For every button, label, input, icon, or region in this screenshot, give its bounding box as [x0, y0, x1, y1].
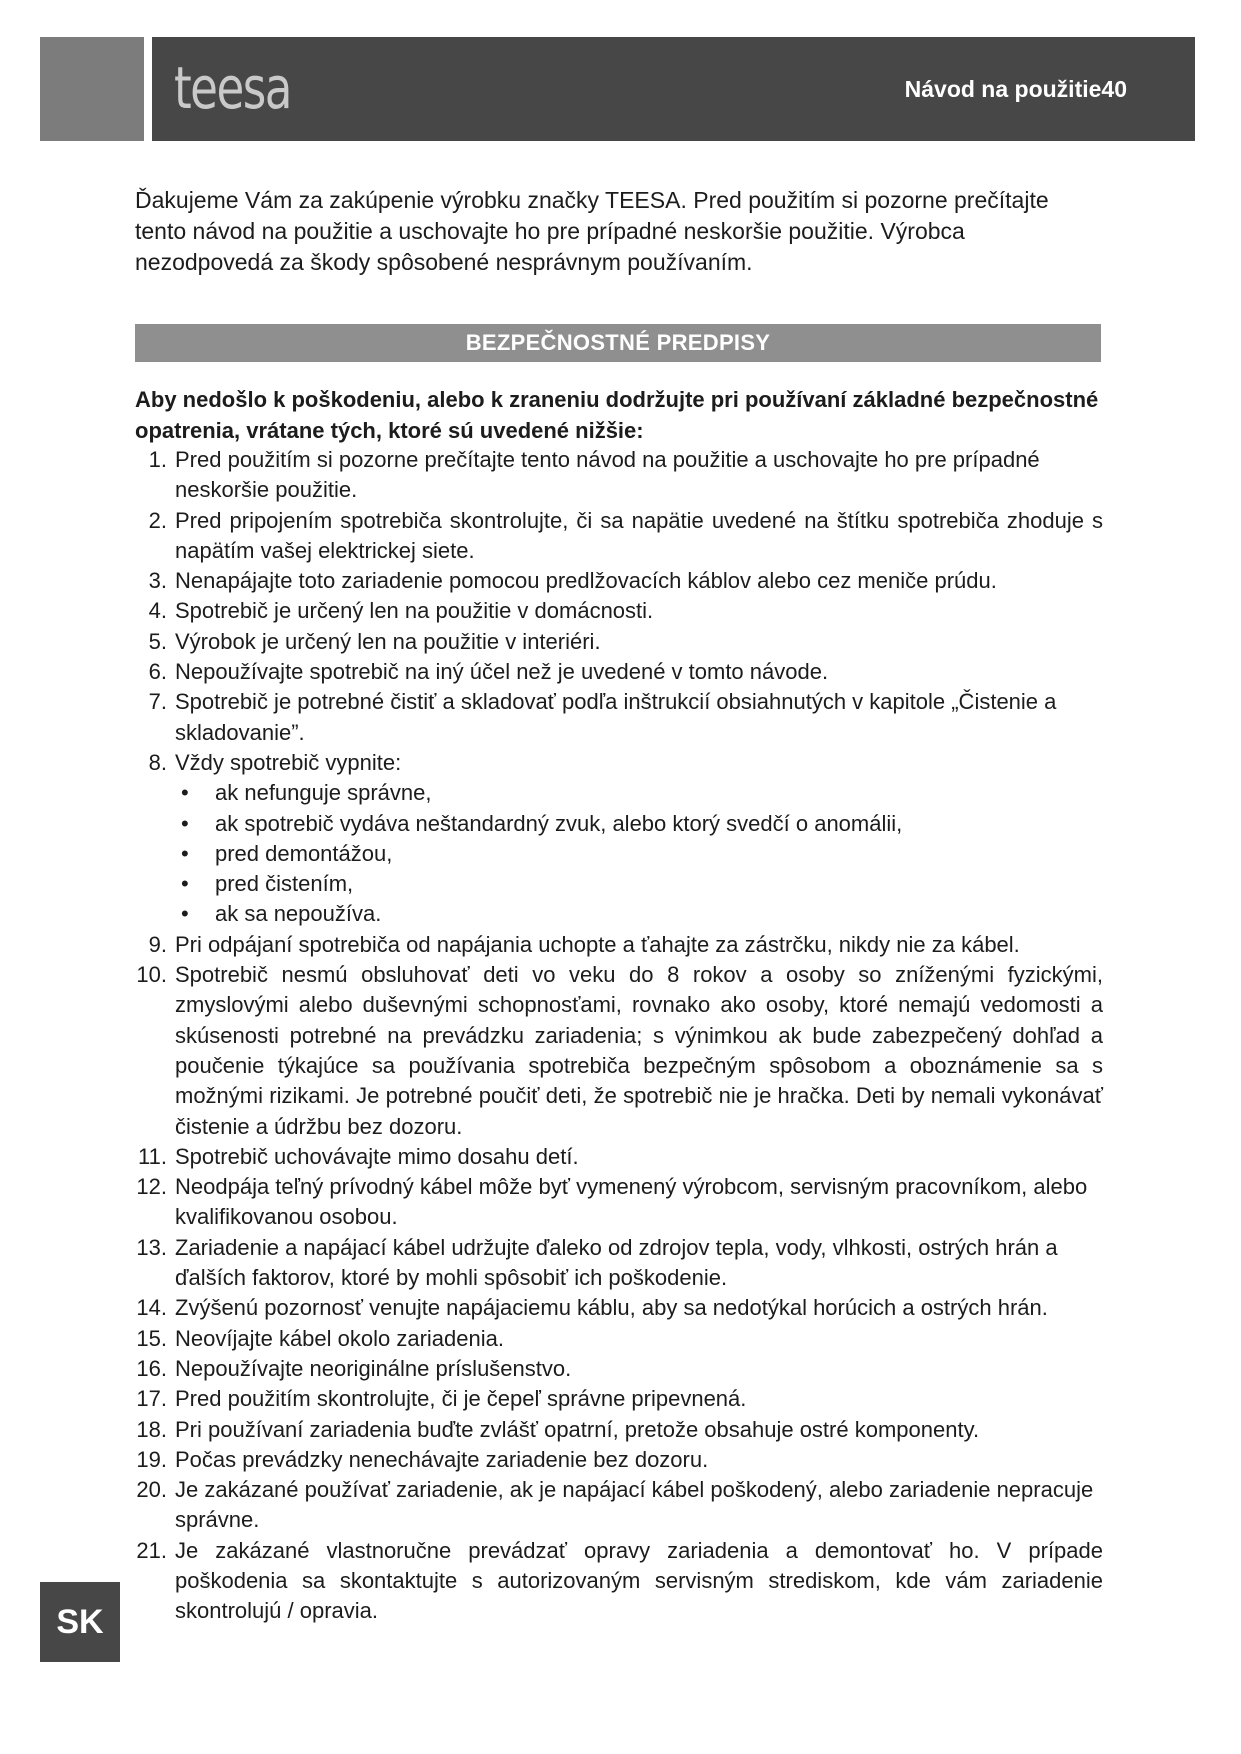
item-text: Výrobok je určený len na použitie v interiéri. [175, 628, 601, 654]
list-item [135, 1445, 1103, 1475]
item-text: Nepoužívajte spotrebič na iný účel než je uvedené v tomto návode. [175, 659, 829, 685]
item-number: 1. [148, 447, 167, 472]
bullet-text: pred čistením, [215, 871, 354, 897]
bullet-text: ak nefunguje správne, [215, 780, 432, 806]
item-text: Spotrebič je potrebné čistiť a skladovať podľa inštrukcií obsiahnutých v kapitole „Čistenie a skladovanie”. [175, 689, 1057, 745]
item-text: Neovíjajte kábel okolo zariadenia. [175, 1325, 504, 1351]
list-item [135, 1293, 1103, 1323]
item-number: 11. [138, 1143, 167, 1169]
item-number: 8. [148, 749, 167, 775]
list-item [135, 687, 1103, 748]
item-text: Nepoužívajte neoriginálne príslušenstvo. [175, 1355, 572, 1381]
bullet-item [175, 839, 1103, 869]
item-number: 5. [148, 628, 167, 654]
item-text: Zvýšenú pozornosť venujte napájaciemu káblu, aby sa nedotýkal horúcich a ostrých hrán. [175, 1295, 1048, 1321]
item-text: Počas prevádzky nenechávajte zariadenie bez dozoru. [175, 1446, 709, 1472]
item-number: 3. [148, 568, 167, 594]
bullet-item [175, 778, 1103, 808]
item-text: Spotrebič uchovávajte mimo dosahu detí. [175, 1143, 579, 1169]
intro-paragraph: Ďakujeme Vám za zakúpenie výrobku značky TEESA. Pred použitím si pozorne prečítajte tento návod na použitie a uschovajte ho pre prípadné neskoršie použitie. Výrobca nezodpovedá za škody spôsobené nesprávnym používaním. [135, 187, 1049, 275]
bullet-text: ak spotrebič vydáva neštandardný zvuk, alebo ktorý svedčí o anomálii, [215, 810, 903, 836]
bullet-dot: • [181, 780, 189, 806]
list-item [135, 1354, 1103, 1384]
item-number: 10. [136, 962, 167, 988]
header-side-block [40, 37, 144, 141]
list-item [135, 1536, 1103, 1627]
bullet-item [175, 869, 1103, 899]
bullet-dot: • [181, 871, 189, 897]
item-number: 21. [136, 1537, 167, 1563]
list-item [135, 1172, 1103, 1233]
section-lead: Aby nedošlo k poškodeniu, alebo k zraneniu dodržujte pri používaní základné bezpečnostné opatrenia, vrátane tých, ktoré sú uvedené nižšie: [135, 387, 1099, 443]
bullet-dot: • [181, 810, 189, 836]
item-number: 18. [136, 1416, 167, 1442]
item-text: Neodpája teľný prívodný kábel môže byť vymenený výrobcom, servisným pracovníkom, alebo kvalifikovanou osobou. [175, 1174, 1088, 1230]
language-tab: SK [40, 1582, 120, 1662]
bullet-dot: • [181, 840, 189, 866]
item-number: 17. [136, 1386, 167, 1412]
list-item [135, 748, 1103, 930]
bullet-list [175, 778, 1103, 929]
item-number: 6. [148, 659, 167, 685]
teesa-logo: teesa [174, 54, 291, 122]
list-item [135, 1142, 1103, 1172]
bullet-text: ak sa nepoužíva. [215, 901, 382, 927]
item-text: Nenapájajte toto zariadenie pomocou predlžovacích káblov alebo cez meniče prúdu. [175, 568, 997, 594]
item-text: Spotrebič je určený len na použitie v domácnosti. [175, 598, 654, 624]
item-text: Pri odpájaní spotrebiča od napájania uchopte a ťahajte za zástrčku, nikdy nie za kábel. [175, 931, 1020, 957]
item-number: 14. [136, 1295, 167, 1321]
list-item [135, 596, 1103, 626]
list-item [135, 1324, 1103, 1354]
list-item [135, 445, 1103, 506]
item-text: Vždy spotrebič vypnite: [175, 749, 402, 775]
list-item [135, 506, 1103, 567]
item-text: Zariadenie a napájací kábel udržujte ďaleko od zdrojov tepla, vody, vlhkosti, ostrých hrán a ďalších faktorov, ktoré by mohli spôsobiť ich poškodenie. [175, 1234, 1058, 1291]
bullet-item [175, 809, 1103, 839]
item-text: Je zakázané používať zariadenie, ak je napájací kábel poškodený, alebo zariadenie nepracuje správne. [175, 1477, 1094, 1533]
list-item [135, 960, 1103, 1142]
list-item [135, 627, 1103, 657]
item-text: Spotrebič nesmú obsluhovať deti vo veku do 8 rokov a osoby so zníženými fyzickými, zmyslovými alebo duševnými schopnosťami, rovnako ako osoby, ktoré nemajú vedomosti a skúsenosti potrebné na prevádzku zariadenia; s výnimkou ak bude zabezpečený dohľad a poučenie týkajúce sa používania spotrebiča bezpečným spôsobom a oboznámenie sa s možnými rizikami. Je potrebné poučiť deti, že spotrebič nie je hračka. Deti by nemali vykonávať čistenie a údržbu bez dozoru. [175, 962, 1103, 1139]
bullet-dot: • [181, 901, 189, 927]
item-text: Je zakázané vlastnoručne prevádzať opravy zariadenia a demontovať ho. V prípade poškodenia sa skontaktujte s autorizovaným servisným strediskom, kde vám zariadenie skontrolujú / opravia. [175, 1537, 1103, 1624]
item-number: 2. [148, 507, 167, 533]
section-heading: BEZPEČNOSTNÉ PREDPISY [135, 324, 1101, 362]
item-number: 19. [136, 1446, 167, 1472]
item-text: Pred pripojením spotrebiča skontrolujte, či sa napätie uvedené na štítku spotrebiča zhoduje s napätím vašej elektrickej siete. [175, 507, 1103, 563]
page-title: Návod na použitie40 [904, 76, 1127, 102]
safety-list [135, 445, 1103, 1627]
list-item [135, 1384, 1103, 1414]
bullet-item [175, 899, 1103, 929]
list-item [135, 930, 1103, 960]
item-number: 13. [136, 1234, 167, 1260]
item-number: 4. [148, 598, 167, 624]
header-bar [152, 37, 1195, 141]
item-text: Pred použitím skontrolujte, či je čepeľ správne pripevnená. [175, 1386, 747, 1412]
list-item [135, 657, 1103, 687]
item-number: 16. [136, 1355, 167, 1381]
list-item [135, 1415, 1103, 1445]
item-number: 20. [136, 1477, 167, 1503]
item-text: Pred použitím si pozorne prečítajte tento návod na použitie a uschovajte ho pre prípadné neskoršie použitie. [175, 447, 1040, 503]
bullet-text: pred demontážou, [215, 840, 393, 866]
item-number: 7. [148, 689, 167, 715]
list-item [135, 1475, 1103, 1536]
item-number: 15. [136, 1325, 167, 1351]
list-item [135, 1233, 1103, 1294]
list-item [135, 566, 1103, 596]
item-text: Pri používaní zariadenia buďte zvlášť opatrní, pretože obsahuje ostré komponenty. [175, 1416, 980, 1442]
item-number: 12. [136, 1174, 167, 1200]
item-number: 9. [148, 931, 167, 957]
